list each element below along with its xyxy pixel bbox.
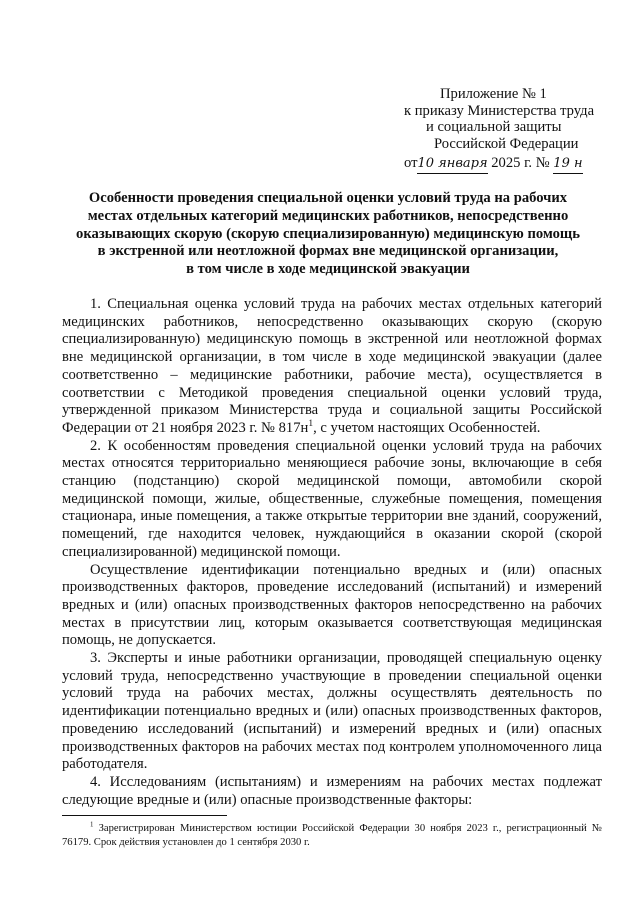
paragraph-1 [62, 296, 602, 438]
footnote-text: Зарегистрирован Министерством юстиции Российской Федерации 30 ноября 2023 г., регистрационный № 76179. Срок действия установлен до 1 сентября 2030 г. [62, 823, 602, 848]
paragraph-3: 3. Эксперты и иные работники организации, проводящей специальную оценку условий труда, непосредственно участвующие в проведении специальной оценки условий труда на рабочих местах, должны осуществлять деятельность по идентификации потенциально вредных и (или) опасных производственных факторов, проведению исследований (испытаний) и измерений вредных и (или) опасных производственных факторов на рабочих местах под контролем уполномоченного лица работодателя. [62, 650, 602, 773]
document-body [62, 296, 602, 809]
country-line: Российской Федерации [434, 135, 579, 152]
handwritten-number: 19 н [553, 156, 582, 174]
title-line: Особенности проведения специальной оценки условий труда на рабочих [88, 190, 568, 206]
paragraph-2-continued: Осуществление идентификации потенциально вредных и (или) опасных производственных факторов, проведение исследований (испытаний) и измерений вредных и (или) опасных производственных факторов непосредственно на рабочих местах в присутствии лиц, которым оказывается соответствующая медицинская помощь, не допускается. [62, 561, 602, 649]
paragraph-1-tail: , с учетом настоящих Особенностей. [313, 419, 541, 436]
document-title [58, 190, 598, 279]
paragraph-2: 2. К особенностям проведения специальной оценки условий труда на рабочих местах относятся территориально меняющиеся рабочие зоны, включающие в себя станцию (подстанцию) скорой медицинской помощи, автомобили скорой медицинской помощи, жилые, общественные, служебные помещения, помещения стационара, иные помещения, а также открытые территории вне зданий, сооружений, помещений, где находится человек, нуждающийся в оказании скорой (скорой специализированной) медицинской помощи. [62, 437, 602, 560]
footnote-divider [62, 815, 227, 816]
title-line: местах отдельных категорий медицинских работников, непосредственно [87, 207, 569, 224]
footnote-ref: 1 [308, 419, 314, 430]
title-line: в том числе в ходе медицинской эвакуации [186, 261, 470, 278]
title-line: в экстренной или неотложной формах вне медицинской организации, [97, 243, 559, 260]
footnote [62, 822, 602, 850]
handwritten-date: 10 января [417, 156, 487, 174]
footnote-marker: 1 [90, 821, 94, 829]
appendix-number: Приложение № 1 [440, 86, 547, 102]
date-prefix: от [404, 155, 418, 172]
paragraph-1-text: 1. Специальная оценка условий труда на рабочих местах отдельных категорий медицинских работников, непосредственно оказывающих скорую (скорую специализированную) медицинскую помощь в экстренной или неотложной формах вне медицинской организации, в том числе в ходе медицинской эвакуации (далее соответственно – медицинские работники, рабочие места), осуществляется в соответствии с Методикой проведения специальной оценки условий труда, утвержденной приказом Министерства труда и социальной защиты Российской Федерации от 21 ноября 2023 г. № 817н [62, 296, 602, 436]
order-reference: к приказу Министерства труда [404, 102, 595, 119]
paragraph-4: 4. Исследованиям (испытаниям) и измерениям на рабочих местах подлежат следующие вредные и (или) опасные производственные факторы: [62, 773, 602, 808]
date-suffix: 2025 г. № [491, 155, 550, 172]
title-line: оказывающих скорую (скорую специализированную) медицинскую помощь [76, 225, 580, 242]
ministry-line: и социальной защиты [426, 119, 562, 136]
order-date-number [404, 155, 614, 174]
appendix-header [404, 86, 614, 174]
